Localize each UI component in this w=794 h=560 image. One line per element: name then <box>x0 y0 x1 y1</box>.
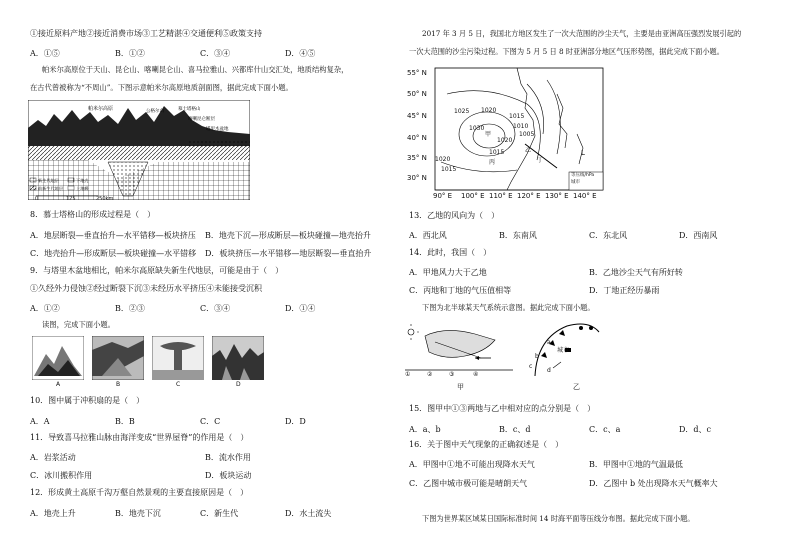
landform-intro: 读图，完成下面小题。 <box>42 320 115 329</box>
label-karakoram-fault: 喀喇昆仑断层 <box>188 117 215 122</box>
q10-stem: 10．图中属于冲积扇的是（ ） <box>30 396 145 405</box>
lat-45: 45° N <box>407 112 427 120</box>
q9-statements: ①久经外力侵蚀②经过断裂下沉③未经历水平挤压④未能接受沉积 <box>30 284 262 293</box>
q7-option-a[interactable]: A．①⑤ <box>30 49 60 58</box>
fig-label-yi: 乙 <box>573 383 580 391</box>
q12-option-d[interactable]: D．水土流失 <box>285 509 332 518</box>
q8-option-d[interactable]: D．板块挤压—水平错移—地层断裂—垂直抬升 <box>205 249 372 258</box>
landform-image-d <box>212 336 264 380</box>
lat-35: 35° N <box>407 154 427 162</box>
isobar-1010: 1010 <box>513 123 529 130</box>
fig-point-b: b <box>535 353 539 360</box>
label-kongur: 公格尔山 <box>146 109 164 114</box>
q13-option-b[interactable]: B．东南风 <box>499 231 537 240</box>
scale-250: 250km <box>96 196 114 202</box>
fig-city: 城市 <box>557 347 570 354</box>
q8-option-c[interactable]: C．地壳抬升—形成断层—板块碰撞—水平错移 <box>30 249 197 258</box>
q12-option-c[interactable]: C．新生代 <box>200 509 239 518</box>
label-tarim: 塔里木盆地 <box>206 127 229 132</box>
next-intro: 下图为世界某区域某日国际标准时间 14 时海平面等压线分布图。据此完成下面小题。 <box>422 514 695 523</box>
q9-option-c[interactable]: C．③④ <box>200 304 231 313</box>
fig-point-d: d <box>547 367 551 374</box>
q13-option-a[interactable]: A．西北风 <box>409 231 447 240</box>
legend-cenozoic: 新生代地层 <box>38 178 59 183</box>
isobar-1005: 1005 <box>519 131 535 138</box>
img-label-d: D <box>236 381 241 388</box>
lon-100: 100° E <box>461 192 485 200</box>
q9-option-d[interactable]: D．①④ <box>285 304 316 313</box>
lat-30: 30° N <box>407 174 427 182</box>
weather-figure-jia <box>405 322 515 382</box>
lon-140: 140° E <box>573 192 597 200</box>
q8-option-a[interactable]: A．地层断裂—垂直抬升—水平错移—板块挤压 <box>30 231 196 240</box>
fig-point-2: ② <box>427 371 433 378</box>
fig-point-4: ④ <box>473 371 479 378</box>
landform-image-b <box>92 336 144 380</box>
point-l: L <box>581 149 585 157</box>
q12-option-b[interactable]: B．地壳下沉 <box>115 509 161 518</box>
q15-option-b[interactable]: B．c、d <box>499 425 531 434</box>
legend-isobar: 等压线/hPa <box>571 173 595 178</box>
scale-0: 0 <box>35 196 39 202</box>
fig-label-jia: 甲 <box>457 383 464 391</box>
q13-option-c[interactable]: C．东北风 <box>589 231 628 240</box>
legend-upper-mantle: 上地幔 <box>76 186 89 191</box>
isobar-1015b: 1015 <box>441 166 457 173</box>
lat-40: 40° N <box>407 134 427 142</box>
q15-option-d[interactable]: D．d、c <box>679 425 712 434</box>
q13-option-d[interactable]: D．西南风 <box>679 231 718 240</box>
q11-option-a[interactable]: A．岩浆活动 <box>30 453 76 462</box>
q9-option-a[interactable]: A．①② <box>30 304 60 313</box>
q8-option-b[interactable]: B．地壳下沉—形成断层—板块碰撞—地壳抬升 <box>205 231 371 240</box>
lon-90: 90° E <box>433 192 453 200</box>
q15-option-c[interactable]: C．c、a <box>589 425 621 434</box>
legend-pre-cenozoic: 前新生代地层 <box>38 186 64 191</box>
q11-option-b[interactable]: B．流水作用 <box>205 453 251 462</box>
isobar-1025: 1025 <box>454 108 470 115</box>
q10-option-c[interactable]: C．C <box>200 417 221 426</box>
q14-option-c[interactable]: C．丙地和丁地的气压值相等 <box>409 286 512 295</box>
q10-option-a[interactable]: A．A <box>30 417 50 426</box>
weather-intro: 下图为北半球某天气系统示意图。据此完成下面小题。 <box>422 303 595 312</box>
landform-image-c <box>152 336 204 380</box>
landform-image-a <box>32 336 84 380</box>
label-muztagh: 慕士塔格山 <box>178 107 201 112</box>
point-yi: 乙 <box>525 147 532 154</box>
lat-55: 55° N <box>407 69 427 77</box>
q15-stem: 15．图甲中①③两地与乙中相对应的点分别是（ ） <box>409 404 596 413</box>
img-label-a: A <box>56 381 61 388</box>
legend-city: 城市 <box>571 180 580 185</box>
q7-option-c[interactable]: C．③④ <box>200 49 231 58</box>
q9-stem: 9．与塔里木盆地相比，帕米尔高原缺失新生代地层，可能是由于（ ） <box>30 266 284 275</box>
q14-option-d[interactable]: D．丁地正经历暴雨 <box>589 286 660 295</box>
scale-125: 125 <box>66 196 76 202</box>
isobar-1020c: 1020 <box>435 156 451 163</box>
fig-point-3: ③ <box>449 371 455 378</box>
weather-figure-yi <box>527 318 617 380</box>
q12-option-a[interactable]: A．地壳上升 <box>30 509 76 518</box>
fig-point-1: ① <box>405 371 411 378</box>
isobar-1030: 1030 <box>469 125 485 132</box>
q11-stem: 11．导致喜马拉雅山脉由海洋变成“世界屋脊”的作用是（ ） <box>30 433 249 442</box>
q16-option-a[interactable]: A．甲图中①地不可能出现降水天气 <box>409 460 535 469</box>
point-jia: 甲 <box>485 131 492 138</box>
q9-option-b[interactable]: B．②③ <box>115 304 145 313</box>
isobar-1020a: 1020 <box>481 107 497 114</box>
fig-point-a: a <box>547 339 551 346</box>
isobar-1015a: 1015 <box>509 113 525 120</box>
q14-option-b[interactable]: B．乙地沙尘天气有所好转 <box>589 268 683 277</box>
pamir-cross-section-diagram <box>28 100 250 200</box>
q7-option-d[interactable]: D．④⑤ <box>285 49 316 58</box>
isobar-1020b: 1020 <box>497 137 513 144</box>
img-label-b: B <box>116 381 121 388</box>
lon-130: 130° E <box>545 192 569 200</box>
lon-110: 110° E <box>489 192 513 200</box>
q16-stem: 16．关于图中天气现象的正确叙述是（ ） <box>409 440 564 449</box>
pamir-intro-line1: 帕米尔高原位于天山、昆仑山、喀喇昆仑山、喜马拉雅山、兴都库什山交汇处，地质结构复杂， <box>42 65 349 74</box>
q11-option-d[interactable]: D．板块运动 <box>205 471 252 480</box>
sandstorm-intro-line1: 2017 年 3 月 5 日，我国北方地区发生了一次大范围的沙尘天气，主要是由亚洲高压强烈发展引起的 <box>422 29 742 38</box>
sandstorm-intro-line2: 一次大范围的沙尘污染过程。下图为 5 月 5 日 8 时亚洲部分地区气压形势图，据此完成下面小题。 <box>409 47 724 56</box>
q7-option-b[interactable]: B．①② <box>115 49 145 58</box>
pamir-intro-line2: 在古代曾被称为“不周山”。下图示意帕米尔高原地质剖面图，据此完成下面小题。 <box>30 83 293 92</box>
q11-option-c[interactable]: C．冰川搬积作用 <box>30 471 93 480</box>
lat-50: 50° N <box>407 90 427 98</box>
img-label-c: C <box>176 381 181 388</box>
q16-option-b[interactable]: B．甲图中①地的气温最低 <box>589 460 683 469</box>
q16-option-d[interactable]: D．乙图中 b 处出现降水天气概率大 <box>589 479 718 488</box>
q10-option-b[interactable]: B．B <box>115 417 135 426</box>
q16-option-c[interactable]: C．乙图中城市极可能是晴朗天气 <box>409 479 528 488</box>
q14-option-a[interactable]: A．甲地风力大于乙地 <box>409 268 487 277</box>
lon-120: 120° E <box>517 192 541 200</box>
legend-lower-crust: 下地壳 <box>76 178 89 183</box>
point-ding: 丁 <box>537 157 544 164</box>
q8-stem: 8．慕士塔格山的形成过程是（ ） <box>30 210 156 219</box>
point-bing: 丙 <box>489 159 496 166</box>
q10-option-d[interactable]: D．D <box>285 417 306 426</box>
isobar-1015c: 1015 <box>489 149 505 156</box>
fig-point-c: c <box>529 363 533 370</box>
q14-stem: 14．此时，我国（ ） <box>409 248 492 257</box>
q13-stem: 13．乙地的风向为（ ） <box>409 211 500 220</box>
q7-statements: ①接近原料产地②接近消费市场③工艺精湛④交通便利⑤政策支持 <box>30 29 262 38</box>
label-pamir: 帕米尔高原 <box>88 106 114 112</box>
q12-stem: 12．形成黄土高原千沟万壑自然景观的主要直接原因是（ ） <box>30 488 249 497</box>
q15-option-a[interactable]: A．a、b <box>409 425 441 434</box>
